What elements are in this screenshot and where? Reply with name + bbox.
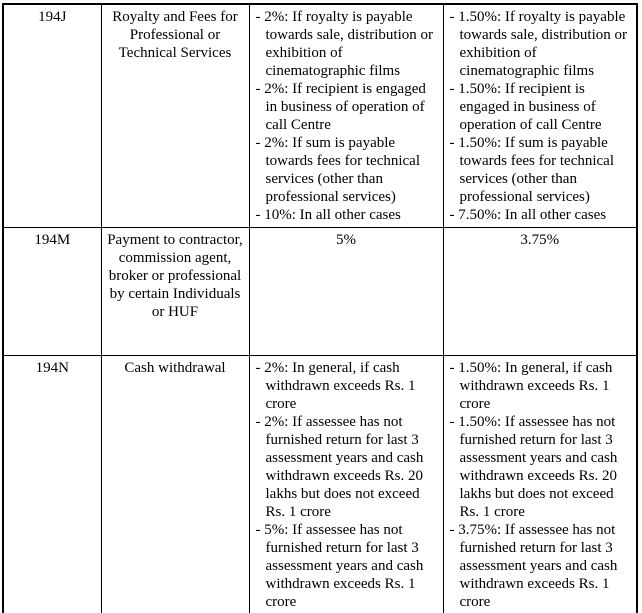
section-code: 194M: [34, 232, 71, 248]
table-row-194n: [3, 356, 637, 613]
rate-value: 3.75%: [520, 232, 560, 248]
section-code-cell: [3, 356, 101, 613]
rate-item: - 1.50%: If assessee has not furnished return for last 3 assessment years and cash withdrawn exceeds Rs. 20 lakhs but does not exceed Rs. 1 crore: [449, 414, 618, 520]
rate-item: - 1.50%: If sum is payable towards fees for technical services (other than professional services): [449, 135, 615, 205]
table-row-194m: [3, 228, 637, 356]
rate-item: - 10%: In all other cases: [255, 207, 401, 223]
rate-item: - 1.50%: In general, if cash withdrawn exceeds Rs. 1 crore: [449, 360, 613, 412]
rate-item: - 2%: In general, if cash withdrawn exceeds Rs. 1 crore: [255, 360, 416, 412]
nature-of-payment-cell: [101, 356, 249, 613]
rate-item: - 7.50%: In all other cases: [449, 207, 607, 223]
rate-item: - 5%: If assessee has not furnished return for last 3 assessment years and cash withdrawn exceeds Rs. 1 crore: [255, 522, 424, 610]
section-code: 194J: [38, 9, 67, 25]
section-code: 194N: [35, 360, 69, 376]
old-rate-cell: [249, 228, 443, 356]
section-code-cell: [3, 4, 101, 228]
rate-item: - 2%: If assessee has not furnished return for last 3 assessment years and cash withdrawn exceeds Rs. 20 lakhs but does not exceed Rs. 1 crore: [255, 414, 424, 520]
rate-item: - 2%: If sum is payable towards fees for technical services (other than professional services): [255, 135, 421, 205]
rate-value: 5%: [336, 232, 356, 248]
nature-of-payment: Payment to contractor, commission agent, broker or professional by certain Individuals or HUF: [107, 232, 243, 320]
new-rate-cell: [443, 356, 637, 613]
nature-of-payment-cell: [101, 228, 249, 356]
rate-item: - 3.75%: If assessee has not furnished return for last 3 assessment years and cash withdrawn exceeds Rs. 1 crore: [449, 522, 618, 610]
old-rate-cell: [249, 356, 443, 613]
new-rate-cell: [443, 4, 637, 228]
old-rate-cell: [249, 4, 443, 228]
rate-item: - 2%: If recipient is engaged in business of operation of call Centre: [255, 81, 426, 133]
rate-item: - 1.50%: If recipient is engaged in business of operation of call Centre: [449, 81, 602, 133]
rate-item: - 1.50%: If royalty is payable towards sale, distribution or exhibition of cinematographic films: [449, 9, 627, 79]
section-code-cell: [3, 228, 101, 356]
nature-of-payment: Cash withdrawal: [124, 360, 226, 376]
rate-item: - 2%: If royalty is payable towards sale, distribution or exhibition of cinematographic films: [255, 9, 433, 79]
tds-rate-table: [2, 3, 638, 613]
table-row-194j: [3, 4, 637, 228]
nature-of-payment: Royalty and Fees for Professional or Technical Services: [112, 9, 238, 61]
nature-of-payment-cell: [101, 4, 249, 228]
new-rate-cell: [443, 228, 637, 356]
